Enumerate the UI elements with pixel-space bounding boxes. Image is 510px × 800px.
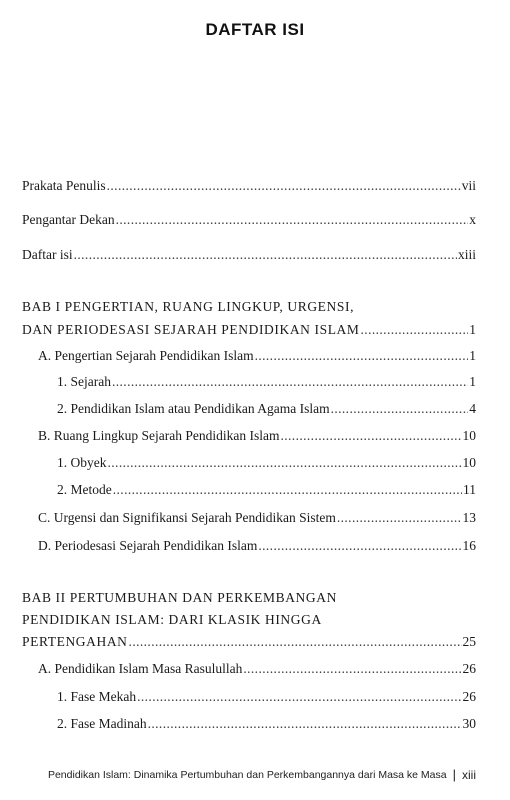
leader-dots xyxy=(108,455,462,471)
toc-entry-2a2[interactable] xyxy=(57,716,476,732)
toc-entry-page: 16 xyxy=(462,538,476,553)
toc-entry-page: 1 xyxy=(469,348,476,363)
toc-entry-page: 30 xyxy=(462,716,476,731)
toc-entry-2a[interactable] xyxy=(38,661,476,677)
footer-separator: | xyxy=(452,767,456,782)
leader-dots xyxy=(337,510,462,526)
toc-entry-page: x xyxy=(469,212,476,227)
toc-entry-1b2[interactable] xyxy=(57,482,476,498)
leader-dots xyxy=(107,178,461,194)
toc-entry-pengantar[interactable] xyxy=(22,212,476,228)
toc-entry-page: 26 xyxy=(462,661,476,676)
leader-dots xyxy=(116,212,469,228)
toc-entry-1a2[interactable] xyxy=(57,401,476,417)
toc-entry-page: 1 xyxy=(469,322,476,337)
toc-entry-2a1[interactable] xyxy=(57,689,476,705)
toc-chapter-1[interactable] xyxy=(22,322,476,338)
toc-entry-title: 1. Obyek xyxy=(57,455,107,470)
toc-entry-1c[interactable] xyxy=(38,510,476,526)
toc-entry-1b[interactable] xyxy=(38,428,476,444)
toc-entry-page: 11 xyxy=(463,482,476,497)
toc-entry-title: A. Pendidikan Islam Masa Rasulullah xyxy=(38,661,243,676)
page-title: DAFTAR ISI xyxy=(205,20,305,39)
toc-chapter-2[interactable] xyxy=(22,634,476,650)
toc-entry-daftar-isi[interactable] xyxy=(22,247,476,263)
toc-entry-title: 2. Metode xyxy=(57,482,112,497)
footer-page-number: xiii xyxy=(462,767,476,782)
toc-entry-page: 1 xyxy=(469,374,476,389)
toc-entry-title: Pengantar Dekan xyxy=(22,212,115,227)
leader-dots xyxy=(113,482,462,498)
leader-dots xyxy=(331,401,469,417)
leader-dots xyxy=(280,428,461,444)
leader-dots xyxy=(361,322,469,338)
leader-dots xyxy=(112,374,468,390)
toc-entry-title: 1. Fase Mekah xyxy=(57,689,137,704)
toc-entry-title: 2. Pendidikan Islam atau Pendidikan Agama Islam xyxy=(57,401,330,416)
leader-dots xyxy=(74,247,457,263)
toc-entry-page: vii xyxy=(461,178,476,193)
toc-entry-title: D. Periodesasi Sejarah Pendidikan Islam xyxy=(38,538,258,553)
leader-dots xyxy=(255,348,469,364)
toc-entry-1a[interactable] xyxy=(38,348,476,364)
toc-entry-page: xiii xyxy=(457,247,476,262)
toc-entry-title: B. Ruang Lingkup Sejarah Pendidikan Islam xyxy=(38,428,280,443)
toc-entry-title: 2. Fase Madinah xyxy=(57,716,147,731)
chapter-1-heading: BAB I PENGERTIAN, RUANG LINGKUP, URGENSI, xyxy=(22,299,355,314)
toc-entry-title: A. Pengertian Sejarah Pendidikan Islam xyxy=(38,348,254,363)
toc-entry-prakata[interactable] xyxy=(22,178,476,194)
leader-dots xyxy=(137,689,461,705)
toc-entry-page: 10 xyxy=(462,455,476,470)
leader-dots xyxy=(243,661,461,677)
toc-entry-page: 10 xyxy=(462,428,476,443)
chapter-2-heading-line2: PENDIDIKAN ISLAM: DARI KLASIK HINGGA xyxy=(22,612,322,627)
toc-entry-title: PERTENGAHAN xyxy=(22,634,128,649)
toc-entry-page: 4 xyxy=(469,401,476,416)
toc-entry-1d[interactable] xyxy=(38,538,476,554)
toc-entry-title: Daftar isi xyxy=(22,247,73,262)
toc-entry-page: 25 xyxy=(462,634,476,649)
toc-entry-1b1[interactable] xyxy=(57,455,476,471)
toc-entry-title: Prakata Penulis xyxy=(22,178,106,193)
toc-entry-page: 26 xyxy=(462,689,476,704)
toc-entry-page: 13 xyxy=(462,510,476,525)
leader-dots xyxy=(148,716,462,732)
leader-dots xyxy=(258,538,461,554)
toc-entry-title: C. Urgensi dan Signifikansi Sejarah Pendidikan Sistem xyxy=(38,510,336,525)
toc-entry-title: 1. Sejarah xyxy=(57,374,111,389)
toc-entry-1a1[interactable] xyxy=(57,374,476,390)
leader-dots xyxy=(129,634,462,650)
footer-book-title: Pendidikan Islam: Dinamika Pertumbuhan dan Perkembangannya dari Masa ke Masa xyxy=(47,768,447,781)
chapter-2-heading-line1: BAB II PERTUMBUHAN DAN PERKEMBANGAN xyxy=(22,590,337,605)
toc-entry-title: DAN PERIODESASI SEJARAH PENDIDIKAN ISLAM xyxy=(22,322,360,337)
page-footer xyxy=(24,767,476,782)
